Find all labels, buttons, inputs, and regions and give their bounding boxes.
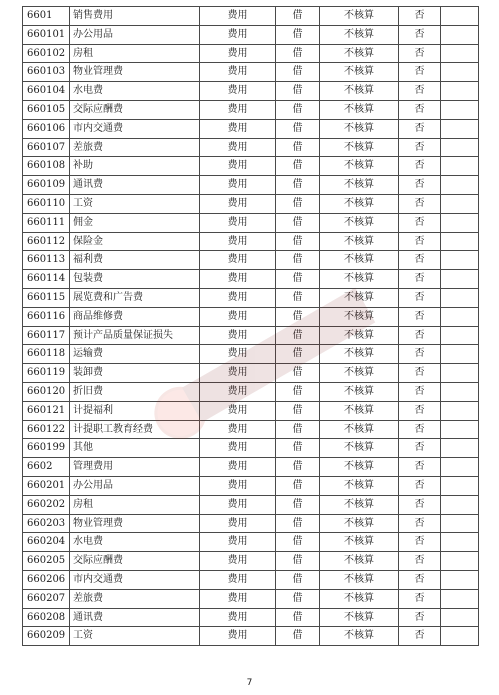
cell-code: 660202 — [23, 495, 70, 514]
cell-category: 费用 — [200, 213, 276, 232]
cell-name: 差旅费 — [70, 589, 200, 608]
cell-flag: 否 — [399, 100, 441, 119]
cell-name: 预计产品质量保证损失 — [70, 326, 200, 345]
cell-accounting: 不核算 — [320, 100, 399, 119]
table-row — [23, 251, 479, 270]
cell-accounting: 不核算 — [320, 270, 399, 289]
cell-accounting: 不核算 — [320, 345, 399, 364]
table-row — [23, 157, 479, 176]
cell-direction: 借 — [276, 458, 320, 477]
cell-empty — [441, 589, 479, 608]
cell-code: 660208 — [23, 608, 70, 627]
table-row — [23, 439, 479, 458]
cell-empty — [441, 232, 479, 251]
cell-name: 其他 — [70, 439, 200, 458]
cell-accounting: 不核算 — [320, 533, 399, 552]
cell-empty — [441, 270, 479, 289]
table-row — [23, 552, 479, 571]
cell-direction: 借 — [276, 63, 320, 82]
cell-direction: 借 — [276, 382, 320, 401]
cell-category: 费用 — [200, 364, 276, 383]
cell-code: 660106 — [23, 119, 70, 138]
cell-flag: 否 — [399, 232, 441, 251]
cell-flag: 否 — [399, 401, 441, 420]
cell-code: 660203 — [23, 514, 70, 533]
cell-name: 交际应酬费 — [70, 552, 200, 571]
cell-flag: 否 — [399, 345, 441, 364]
cell-direction: 借 — [276, 176, 320, 195]
cell-accounting: 不核算 — [320, 439, 399, 458]
cell-category: 费用 — [200, 514, 276, 533]
cell-direction: 借 — [276, 270, 320, 289]
cell-category: 费用 — [200, 82, 276, 101]
cell-empty — [441, 119, 479, 138]
cell-code: 660205 — [23, 552, 70, 571]
table-row — [23, 270, 479, 289]
cell-empty — [441, 552, 479, 571]
cell-accounting: 不核算 — [320, 364, 399, 383]
cell-category: 费用 — [200, 270, 276, 289]
cell-name: 物业管理费 — [70, 63, 200, 82]
cell-category: 费用 — [200, 533, 276, 552]
cell-category: 费用 — [200, 458, 276, 477]
cell-empty — [441, 288, 479, 307]
cell-name: 福利费 — [70, 251, 200, 270]
cell-name: 折旧费 — [70, 382, 200, 401]
cell-flag: 否 — [399, 7, 441, 26]
cell-direction: 借 — [276, 100, 320, 119]
cell-name: 补助 — [70, 157, 200, 176]
cell-accounting: 不核算 — [320, 382, 399, 401]
table-row — [23, 589, 479, 608]
cell-category: 费用 — [200, 420, 276, 439]
cell-flag: 否 — [399, 326, 441, 345]
cell-accounting: 不核算 — [320, 495, 399, 514]
cell-code: 660111 — [23, 213, 70, 232]
cell-code: 660209 — [23, 627, 70, 646]
cell-accounting: 不核算 — [320, 401, 399, 420]
cell-empty — [441, 570, 479, 589]
cell-flag: 否 — [399, 382, 441, 401]
cell-category: 费用 — [200, 119, 276, 138]
cell-category: 费用 — [200, 495, 276, 514]
cell-direction: 借 — [276, 307, 320, 326]
cell-empty — [441, 63, 479, 82]
cell-direction: 借 — [276, 589, 320, 608]
cell-code: 660117 — [23, 326, 70, 345]
cell-empty — [441, 82, 479, 101]
cell-name: 通讯费 — [70, 176, 200, 195]
cell-flag: 否 — [399, 570, 441, 589]
cell-direction: 借 — [276, 119, 320, 138]
cell-accounting: 不核算 — [320, 458, 399, 477]
cell-name: 工资 — [70, 194, 200, 213]
cell-accounting: 不核算 — [320, 251, 399, 270]
cell-accounting: 不核算 — [320, 608, 399, 627]
cell-empty — [441, 382, 479, 401]
cell-name: 管理费用 — [70, 458, 200, 477]
table-row — [23, 476, 479, 495]
cell-flag: 否 — [399, 270, 441, 289]
cell-accounting: 不核算 — [320, 176, 399, 195]
cell-name: 房租 — [70, 44, 200, 63]
table-row — [23, 44, 479, 63]
cell-code: 6602 — [23, 458, 70, 477]
cell-accounting: 不核算 — [320, 25, 399, 44]
cell-code: 660104 — [23, 82, 70, 101]
cell-flag: 否 — [399, 157, 441, 176]
cell-accounting: 不核算 — [320, 307, 399, 326]
cell-name: 商品维修费 — [70, 307, 200, 326]
cell-accounting: 不核算 — [320, 326, 399, 345]
cell-accounting: 不核算 — [320, 157, 399, 176]
cell-empty — [441, 533, 479, 552]
cell-flag: 否 — [399, 627, 441, 646]
cell-accounting: 不核算 — [320, 476, 399, 495]
cell-accounting: 不核算 — [320, 627, 399, 646]
cell-flag: 否 — [399, 288, 441, 307]
table-row — [23, 570, 479, 589]
cell-category: 费用 — [200, 251, 276, 270]
cell-direction: 借 — [276, 194, 320, 213]
cell-empty — [441, 476, 479, 495]
cell-code: 6601 — [23, 7, 70, 26]
table-row — [23, 627, 479, 646]
cell-flag: 否 — [399, 420, 441, 439]
cell-code: 660112 — [23, 232, 70, 251]
cell-name: 保险金 — [70, 232, 200, 251]
cell-name: 水电费 — [70, 533, 200, 552]
cell-empty — [441, 401, 479, 420]
cell-accounting: 不核算 — [320, 194, 399, 213]
cell-flag: 否 — [399, 439, 441, 458]
cell-accounting: 不核算 — [320, 420, 399, 439]
cell-direction: 借 — [276, 82, 320, 101]
cell-direction: 借 — [276, 627, 320, 646]
cell-code: 660110 — [23, 194, 70, 213]
cell-name: 佣金 — [70, 213, 200, 232]
cell-flag: 否 — [399, 138, 441, 157]
cell-empty — [441, 138, 479, 157]
cell-flag: 否 — [399, 495, 441, 514]
cell-category: 费用 — [200, 439, 276, 458]
cell-flag: 否 — [399, 476, 441, 495]
cell-category: 费用 — [200, 552, 276, 571]
cell-empty — [441, 213, 479, 232]
cell-code: 660118 — [23, 345, 70, 364]
cell-direction: 借 — [276, 533, 320, 552]
table-row — [23, 364, 479, 383]
cell-name: 展览费和广告费 — [70, 288, 200, 307]
cell-flag: 否 — [399, 194, 441, 213]
cell-category: 费用 — [200, 589, 276, 608]
cell-empty — [441, 495, 479, 514]
cell-flag: 否 — [399, 63, 441, 82]
cell-name: 工资 — [70, 627, 200, 646]
table-row — [23, 420, 479, 439]
cell-code: 660121 — [23, 401, 70, 420]
cell-direction: 借 — [276, 232, 320, 251]
table-row — [23, 533, 479, 552]
cell-name: 计提福利 — [70, 401, 200, 420]
table-row — [23, 382, 479, 401]
cell-flag: 否 — [399, 82, 441, 101]
cell-accounting: 不核算 — [320, 82, 399, 101]
cell-direction: 借 — [276, 345, 320, 364]
cell-flag: 否 — [399, 608, 441, 627]
table-row — [23, 307, 479, 326]
cell-direction: 借 — [276, 288, 320, 307]
cell-code: 660102 — [23, 44, 70, 63]
cell-flag: 否 — [399, 213, 441, 232]
cell-code: 660108 — [23, 157, 70, 176]
cell-accounting: 不核算 — [320, 552, 399, 571]
cell-flag: 否 — [399, 307, 441, 326]
cell-category: 费用 — [200, 401, 276, 420]
cell-category: 费用 — [200, 25, 276, 44]
cell-code: 660122 — [23, 420, 70, 439]
cell-code: 660199 — [23, 439, 70, 458]
cell-empty — [441, 25, 479, 44]
table-row — [23, 288, 479, 307]
cell-code: 660101 — [23, 25, 70, 44]
table-row — [23, 119, 479, 138]
cell-code: 660119 — [23, 364, 70, 383]
cell-flag: 否 — [399, 25, 441, 44]
cell-direction: 借 — [276, 514, 320, 533]
cell-empty — [441, 307, 479, 326]
cell-direction: 借 — [276, 401, 320, 420]
table-row — [23, 194, 479, 213]
cell-name: 交际应酬费 — [70, 100, 200, 119]
cell-direction: 借 — [276, 44, 320, 63]
page-number: 7 — [246, 678, 253, 688]
cell-code: 660120 — [23, 382, 70, 401]
cell-accounting: 不核算 — [320, 7, 399, 26]
cell-direction: 借 — [276, 25, 320, 44]
cell-empty — [441, 157, 479, 176]
cell-code: 660113 — [23, 251, 70, 270]
cell-name: 计提职工教育经费 — [70, 420, 200, 439]
cell-category: 费用 — [200, 288, 276, 307]
cell-name: 办公用品 — [70, 476, 200, 495]
cell-direction: 借 — [276, 476, 320, 495]
cell-name: 市内交通费 — [70, 119, 200, 138]
table-row — [23, 176, 479, 195]
cell-category: 费用 — [200, 307, 276, 326]
cell-direction: 借 — [276, 608, 320, 627]
cell-code: 660109 — [23, 176, 70, 195]
table-row — [23, 100, 479, 119]
account-table-container — [22, 6, 478, 646]
table-row — [23, 326, 479, 345]
cell-category: 费用 — [200, 100, 276, 119]
cell-accounting: 不核算 — [320, 232, 399, 251]
table-row — [23, 7, 479, 26]
cell-category: 费用 — [200, 627, 276, 646]
table-row — [23, 232, 479, 251]
cell-direction: 借 — [276, 570, 320, 589]
cell-code: 660201 — [23, 476, 70, 495]
cell-direction: 借 — [276, 326, 320, 345]
cell-category: 费用 — [200, 63, 276, 82]
cell-empty — [441, 44, 479, 63]
cell-category: 费用 — [200, 157, 276, 176]
cell-empty — [441, 7, 479, 26]
cell-flag: 否 — [399, 176, 441, 195]
cell-flag: 否 — [399, 458, 441, 477]
cell-name: 运输费 — [70, 345, 200, 364]
cell-empty — [441, 176, 479, 195]
cell-name: 房租 — [70, 495, 200, 514]
cell-direction: 借 — [276, 7, 320, 26]
cell-direction: 借 — [276, 495, 320, 514]
cell-category: 费用 — [200, 232, 276, 251]
cell-category: 费用 — [200, 570, 276, 589]
cell-code: 660116 — [23, 307, 70, 326]
cell-code: 660107 — [23, 138, 70, 157]
cell-empty — [441, 439, 479, 458]
cell-category: 费用 — [200, 345, 276, 364]
account-table — [22, 6, 479, 646]
table-row — [23, 495, 479, 514]
cell-code: 660103 — [23, 63, 70, 82]
cell-name: 办公用品 — [70, 25, 200, 44]
table-row — [23, 458, 479, 477]
cell-name: 水电费 — [70, 82, 200, 101]
cell-flag: 否 — [399, 44, 441, 63]
cell-name: 市内交通费 — [70, 570, 200, 589]
cell-code: 660207 — [23, 589, 70, 608]
cell-accounting: 不核算 — [320, 44, 399, 63]
cell-direction: 借 — [276, 420, 320, 439]
cell-empty — [441, 608, 479, 627]
cell-direction: 借 — [276, 213, 320, 232]
cell-flag: 否 — [399, 533, 441, 552]
cell-empty — [441, 514, 479, 533]
cell-accounting: 不核算 — [320, 570, 399, 589]
cell-code: 660114 — [23, 270, 70, 289]
cell-accounting: 不核算 — [320, 514, 399, 533]
cell-direction: 借 — [276, 552, 320, 571]
cell-code: 660204 — [23, 533, 70, 552]
cell-flag: 否 — [399, 552, 441, 571]
cell-category: 费用 — [200, 44, 276, 63]
table-row — [23, 345, 479, 364]
cell-code: 660105 — [23, 100, 70, 119]
cell-flag: 否 — [399, 119, 441, 138]
cell-direction: 借 — [276, 138, 320, 157]
cell-category: 费用 — [200, 326, 276, 345]
cell-empty — [441, 627, 479, 646]
cell-empty — [441, 345, 479, 364]
cell-name: 物业管理费 — [70, 514, 200, 533]
cell-direction: 借 — [276, 157, 320, 176]
cell-empty — [441, 420, 479, 439]
cell-name: 销售费用 — [70, 7, 200, 26]
cell-code: 660115 — [23, 288, 70, 307]
cell-empty — [441, 194, 479, 213]
cell-category: 费用 — [200, 138, 276, 157]
table-row — [23, 138, 479, 157]
cell-code: 660206 — [23, 570, 70, 589]
table-row — [23, 63, 479, 82]
cell-category: 费用 — [200, 476, 276, 495]
cell-flag: 否 — [399, 589, 441, 608]
cell-empty — [441, 364, 479, 383]
cell-category: 费用 — [200, 608, 276, 627]
cell-category: 费用 — [200, 194, 276, 213]
cell-empty — [441, 326, 479, 345]
table-row — [23, 25, 479, 44]
cell-empty — [441, 458, 479, 477]
cell-empty — [441, 251, 479, 270]
cell-direction: 借 — [276, 439, 320, 458]
cell-empty — [441, 100, 479, 119]
cell-direction: 借 — [276, 251, 320, 270]
cell-accounting: 不核算 — [320, 119, 399, 138]
cell-accounting: 不核算 — [320, 589, 399, 608]
account-table-body — [23, 7, 479, 646]
cell-accounting: 不核算 — [320, 288, 399, 307]
cell-category: 费用 — [200, 176, 276, 195]
table-row — [23, 213, 479, 232]
table-row — [23, 82, 479, 101]
cell-flag: 否 — [399, 514, 441, 533]
cell-name: 差旅费 — [70, 138, 200, 157]
table-row — [23, 608, 479, 627]
cell-name: 装卸费 — [70, 364, 200, 383]
cell-category: 费用 — [200, 7, 276, 26]
cell-accounting: 不核算 — [320, 63, 399, 82]
cell-name: 包装费 — [70, 270, 200, 289]
cell-direction: 借 — [276, 364, 320, 383]
cell-flag: 否 — [399, 251, 441, 270]
cell-category: 费用 — [200, 382, 276, 401]
table-row — [23, 401, 479, 420]
cell-accounting: 不核算 — [320, 138, 399, 157]
table-row — [23, 514, 479, 533]
cell-accounting: 不核算 — [320, 213, 399, 232]
cell-name: 通讯费 — [70, 608, 200, 627]
cell-flag: 否 — [399, 364, 441, 383]
